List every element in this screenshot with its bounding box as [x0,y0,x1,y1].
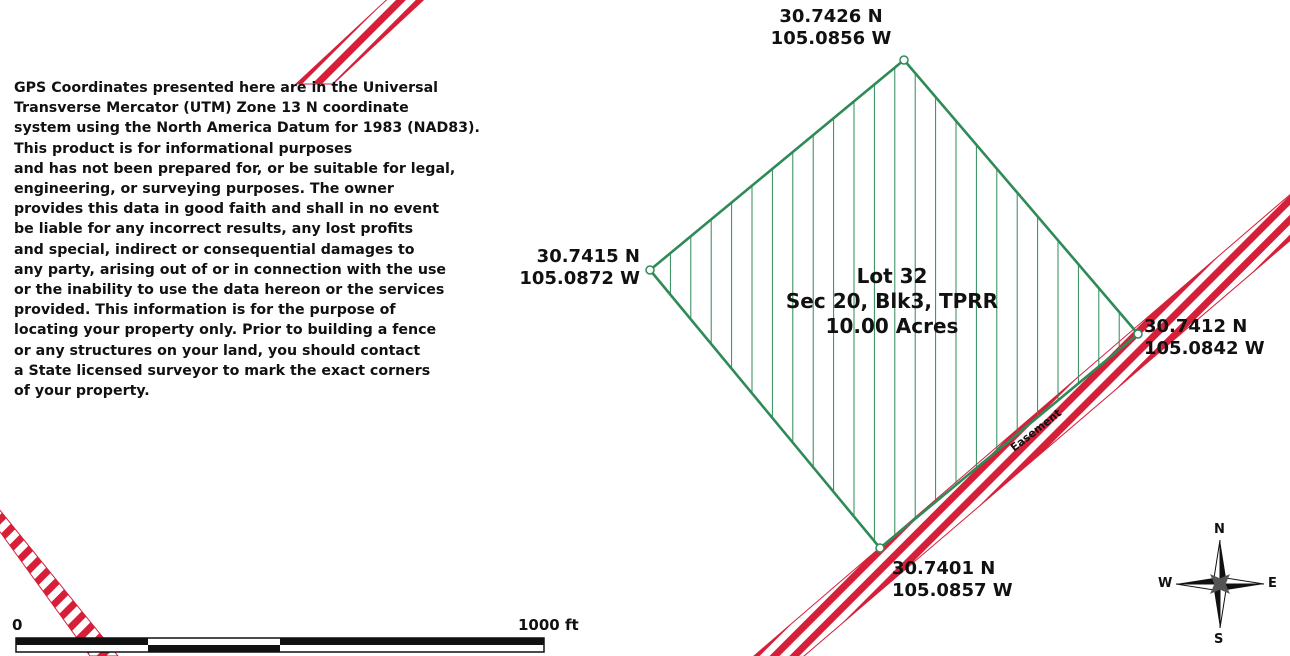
coord-west-lat: 30.7415 N [536,246,640,267]
road-top-left [296,0,432,84]
coord-label-west [506,246,640,290]
disclaimer-line: Transverse Mercator (UTM) Zone 13 N coordinate [14,100,409,117]
compass-s-label: S [1214,632,1224,647]
compass-n-label: N [1214,522,1225,537]
coord-south-lat: 30.7401 N [892,558,996,579]
disclaimer-line: a State licensed surveyor to mark the exact corners [14,362,431,379]
scale-bar-segment-1 [16,638,148,645]
coord-south-lon: 105.0857 W [892,580,1013,601]
scale-bar-segment-2 [148,645,280,652]
coord-north-lat: 30.7426 N [779,6,883,27]
coord-label-south [892,558,1013,602]
disclaimer-line: GPS Coordinates presented here are in the Universal [14,80,439,96]
scale-start-label: 0 [12,616,23,634]
corner-marker-south [876,544,884,552]
compass-w-label: W [1158,576,1173,591]
lot-name: Lot 32 [856,264,928,288]
lot-area: 10.00 Acres [825,314,959,338]
disclaimer-line: or any structures on your land, you should contact [14,342,421,359]
easement-label: Easement [1008,406,1065,455]
disclaimer-line: system using the North America Datum for 1983 (NAD83). [14,120,480,137]
coord-east-lat: 30.7412 N [1144,316,1248,337]
disclaimer-line: locating your property only. Prior to building a fence [14,322,437,339]
disclaimer-line: or the inability to use the data hereon or the services [14,282,445,299]
disclaimer-line: provided. This information is for the purpose of [14,302,396,319]
disclaimer-line: be liable for any incorrect results, any lost profits [14,221,414,238]
coord-west-lon: 105.0872 W [519,268,640,289]
disclaimer-line: and special, indirect or consequential damages to [14,241,415,258]
disclaimer-line: any party, arising out of or in connection with the use [14,261,447,278]
scale-bar [16,638,544,652]
corner-marker-west [646,266,654,274]
coord-north-lon: 105.0856 W [770,28,892,49]
disclaimer-line: provides this data in good faith and shall in no event [14,201,440,218]
compass-rose-icon [1176,540,1264,628]
disclaimer-line: engineering, or surveying purposes. The owner [14,181,394,198]
coord-east-lon: 105.0842 W [1144,338,1265,359]
disclaimer-line: of your property. [14,383,150,400]
scale-end-label: 1000 ft [518,616,579,634]
disclaimer-line: This product is for informational purposes [14,140,353,157]
lot-section: Sec 20, Blk3, TPRR [785,289,999,313]
corner-marker-north [900,56,908,64]
coord-label-east [1144,316,1265,360]
lot-label [762,264,1022,339]
coord-label-north [766,6,896,50]
compass-e-label: E [1268,576,1277,591]
scale-bar-segment-3 [280,638,544,645]
corner-marker-east [1134,330,1142,338]
disclaimer-text [14,78,534,401]
disclaimer-line: and has not been prepared for, or be suitable for legal, [14,160,456,177]
